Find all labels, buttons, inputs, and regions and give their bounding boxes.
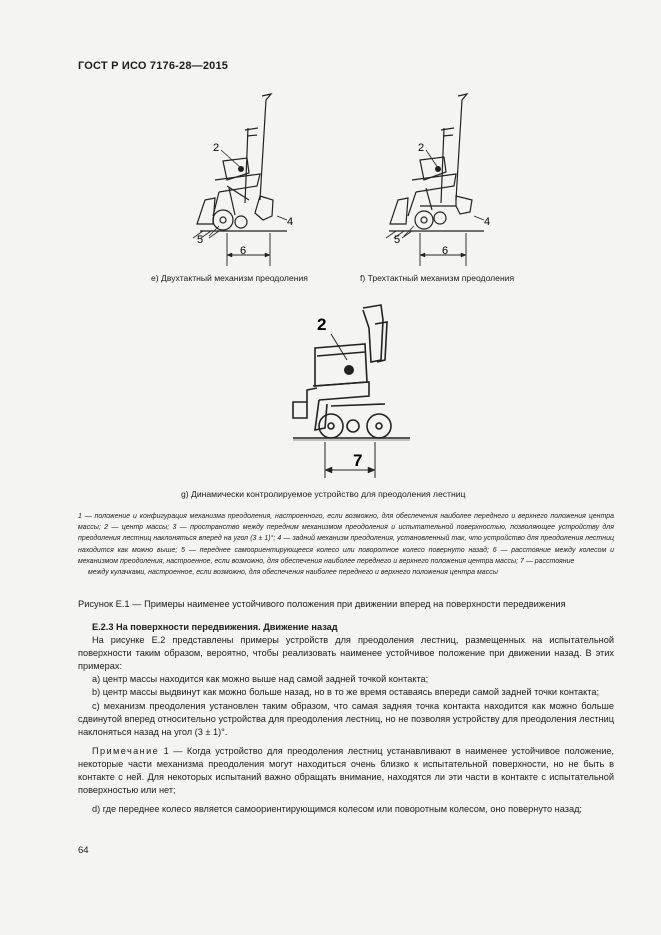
- fig-f-label-5: 5: [394, 234, 401, 246]
- fig-e-label-2: 2: [213, 142, 220, 154]
- figure-e-drawing: [175, 88, 305, 268]
- list-item: с) механизм преодоления установлен таким образом, что самая задняя точка контакта находится как можно больше сдвинутой вперед относительно устройства для преодоления лестниц, но не позволяя устройству для преодоления лестниц наклоняться назад на угол (3 ± 1)°.: [78, 700, 614, 737]
- fig-e-label-5: 5: [197, 234, 204, 246]
- section-body: [78, 621, 614, 816]
- fig-f-label-4: 4: [484, 216, 491, 228]
- note: [78, 745, 614, 797]
- note-label: Примечание: [92, 745, 160, 756]
- figure-title: Рисунок Е.1 — Примеры наименее устойчивого положения при движении вперед на поверхности передвижения: [78, 599, 566, 609]
- list-item: d) где переднее колесо является самоориентирующимся колесом или поворотным колесом, оно повернуто назад;: [92, 804, 582, 815]
- figure-e-caption: e) Двухтактный механизм преодоления: [151, 273, 308, 283]
- fig-f-label-6: 6: [442, 245, 449, 257]
- page-number: 64: [78, 845, 89, 856]
- figure-f-caption: f) Трехтактный механизм преодоления: [360, 273, 515, 283]
- document-header: ГОСТ Р ИСО 7176-28—2015: [78, 60, 229, 72]
- list-item: b) центр массы выдвинут как можно больше назад, но в то же время оставаясь впереди самой задней точки контакта;: [92, 687, 600, 698]
- legend-text: 1 — положение и конфигурация механизма преодоления, настроенного, если возможно, для обеспечения наиболее переднего и верхнего положения центра массы; 2 — центр массы; 3 — пространство между передним механизмом преодоления и испытательной поверхностью, позволяющее устройству для преодоления лестниц наклоняться вперед на угол (3 ± 1)°; 4 — задний механизм преодоления, установленный так, что устройство для преодоления лестниц находится как можно выше; 5 — переднее самоориентирующееся колесо или поворотное колесо повернуто назад; 6 — расстояние между колесом и механизмом преодоления, настроенное, если возможно, для обеспечения наиболее переднего и верхнего положения центра массы; 7 — расстояние: [78, 513, 614, 565]
- section-heading: Е.2.3 На поверхности передвижения. Движение назад: [92, 622, 338, 632]
- section-intro: На рисунке Е.2 представлены примеры устройств для преодоления лестниц, размещенных на испытательной поверхности таким образом, вероятно, чтобы реализовать наименее устойчивое положение при движении назад. В этих примерах:: [78, 635, 614, 672]
- fig-g-label-2: 2: [317, 315, 327, 334]
- list-item: а) центр массы находится как можно выше над самой задней точкой контакта;: [92, 674, 429, 685]
- fig-e-label-6: 6: [240, 245, 247, 257]
- legend-text-last: между кулачками, настроенное, если возможно, для обеспечения наиболее переднего и верхнего положения центра массы: [88, 569, 498, 577]
- fig-f-label-2: 2: [418, 142, 425, 154]
- figure-g-drawing: [285, 300, 415, 480]
- note-text: 1 — Когда устройство для преодоления лестниц устанавливают в наименее устойчивое положение, некоторые части механизма преодоления могут находиться очень близко к испытательной поверхности, но не быть в контакте с ней. Для некоторых испытаний важно обращать внимание, находятся ли эти части в контакте с испытательной поверхностью или нет;: [78, 745, 614, 796]
- fig-g-label-7: 7: [353, 451, 363, 470]
- figure-g-caption: g) Динамически контролируемое устройство для преодоления лестниц: [181, 489, 466, 499]
- figure-f-drawing: [384, 88, 514, 268]
- fig-e-label-4: 4: [287, 216, 294, 228]
- figure-legend: [78, 511, 614, 578]
